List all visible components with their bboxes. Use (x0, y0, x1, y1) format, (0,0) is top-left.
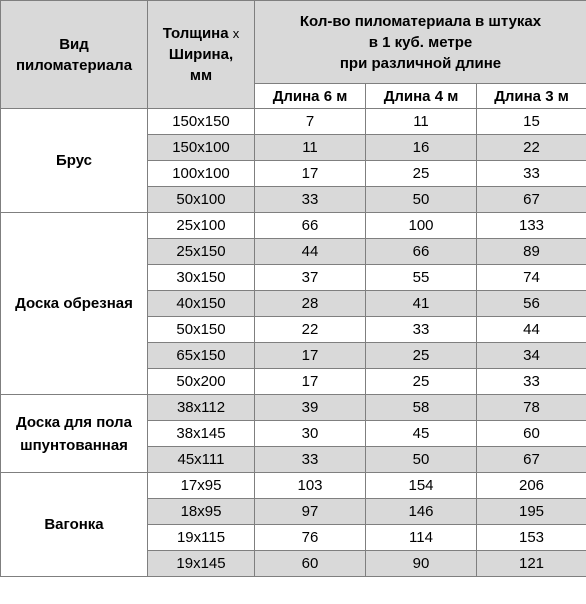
size-header-line3: мм (189, 67, 213, 84)
length-3m-cell: 153 (477, 525, 586, 551)
size-header-line2: Ширина, (168, 46, 234, 63)
size-cell: 150х150 (148, 109, 255, 135)
length-6m-cell: 30 (255, 421, 366, 447)
length-3m-cell: 34 (477, 343, 586, 369)
size-cell: 38х112 (148, 395, 255, 421)
length-6m-cell: 37 (255, 265, 366, 291)
lumber-type-cell: Брус (1, 109, 148, 213)
lumber-type-cell: Вагонка (1, 473, 148, 577)
length-3m-cell: 33 (477, 369, 586, 395)
size-cell: 19х115 (148, 525, 255, 551)
length-6m-cell: 33 (255, 187, 366, 213)
length-6m-cell: 28 (255, 291, 366, 317)
length-6m-cell: 66 (255, 213, 366, 239)
length-4m-cell: 16 (366, 135, 477, 161)
length-3m-cell: 60 (477, 421, 586, 447)
length-4m-cell: 146 (366, 499, 477, 525)
length-4m-cell: 50 (366, 447, 477, 473)
size-header-line1: Толщина (162, 25, 229, 42)
length-6m-cell: 103 (255, 473, 366, 499)
size-cell: 50х100 (148, 187, 255, 213)
length-3m-cell: 67 (477, 447, 586, 473)
size-cell: 18х95 (148, 499, 255, 525)
length-6m-cell: 76 (255, 525, 366, 551)
length-4m-cell: 33 (366, 317, 477, 343)
quantity-header-line3: при различной длине (339, 54, 502, 72)
size-cell: 17х95 (148, 473, 255, 499)
length-3m-cell: 195 (477, 499, 586, 525)
length-6m-cell: 33 (255, 447, 366, 473)
quantity-header-line1: Кол-во пиломатериала в штуках (299, 12, 542, 30)
length-4m-header: Длина 4 м (366, 84, 477, 109)
length-6m-cell: 11 (255, 135, 366, 161)
length-6m-cell: 17 (255, 369, 366, 395)
length-6m-cell: 39 (255, 395, 366, 421)
size-cell: 25х150 (148, 239, 255, 265)
size-cell: 25х100 (148, 213, 255, 239)
length-4m-cell: 154 (366, 473, 477, 499)
size-cell: 100х100 (148, 161, 255, 187)
length-6m-cell: 22 (255, 317, 366, 343)
length-3m-cell: 133 (477, 213, 586, 239)
table-row (1, 395, 586, 421)
length-6m-cell: 17 (255, 343, 366, 369)
size-cell: 45х111 (148, 447, 255, 473)
length-3m-cell: 78 (477, 395, 586, 421)
length-3m-cell: 121 (477, 551, 586, 577)
table-row (1, 213, 586, 239)
length-6m-cell: 97 (255, 499, 366, 525)
length-6m-cell: 44 (255, 239, 366, 265)
table-row (1, 109, 586, 135)
length-3m-cell: 33 (477, 161, 586, 187)
length-4m-cell: 25 (366, 343, 477, 369)
length-4m-cell: 55 (366, 265, 477, 291)
size-cell: 38х145 (148, 421, 255, 447)
length-4m-cell: 25 (366, 161, 477, 187)
length-4m-cell: 90 (366, 551, 477, 577)
table-row (1, 473, 586, 499)
size-cell: 19х145 (148, 551, 255, 577)
length-4m-cell: 45 (366, 421, 477, 447)
size-cell: 50х200 (148, 369, 255, 395)
length-3m-cell: 56 (477, 291, 586, 317)
length-3m-cell: 15 (477, 109, 586, 135)
length-4m-cell: 100 (366, 213, 477, 239)
lumber-type-cell: Доска обрезная (1, 213, 148, 395)
size-cell: 50х150 (148, 317, 255, 343)
length-4m-cell: 50 (366, 187, 477, 213)
length-3m-cell: 44 (477, 317, 586, 343)
length-4m-cell: 58 (366, 395, 477, 421)
length-6m-cell: 60 (255, 551, 366, 577)
size-header (148, 1, 255, 109)
length-6m-cell: 7 (255, 109, 366, 135)
type-header-text: Вид пиломатериала (15, 35, 133, 74)
length-4m-cell: 114 (366, 525, 477, 551)
length-3m-cell: 89 (477, 239, 586, 265)
length-3m-cell: 74 (477, 265, 586, 291)
length-6m-cell: 17 (255, 161, 366, 187)
length-3m-cell: 206 (477, 473, 586, 499)
length-3m-cell: 22 (477, 135, 586, 161)
length-6m-header: Длина 6 м (255, 84, 366, 109)
length-4m-cell: 66 (366, 239, 477, 265)
quantity-header-line2: в 1 куб. метре (368, 33, 473, 51)
length-3m-header: Длина 3 м (477, 84, 586, 109)
size-header-x: х (232, 26, 240, 41)
size-cell: 30х150 (148, 265, 255, 291)
length-4m-cell: 11 (366, 109, 477, 135)
length-4m-cell: 41 (366, 291, 477, 317)
length-3m-cell: 67 (477, 187, 586, 213)
size-cell: 40х150 (148, 291, 255, 317)
lumber-type-cell: Доска для пола шпунтованная (1, 395, 148, 473)
size-cell: 150х100 (148, 135, 255, 161)
size-cell: 65х150 (148, 343, 255, 369)
type-header (1, 1, 148, 109)
header-row (1, 1, 586, 84)
table-body (1, 109, 586, 577)
length-4m-cell: 25 (366, 369, 477, 395)
quantity-header (255, 1, 586, 84)
